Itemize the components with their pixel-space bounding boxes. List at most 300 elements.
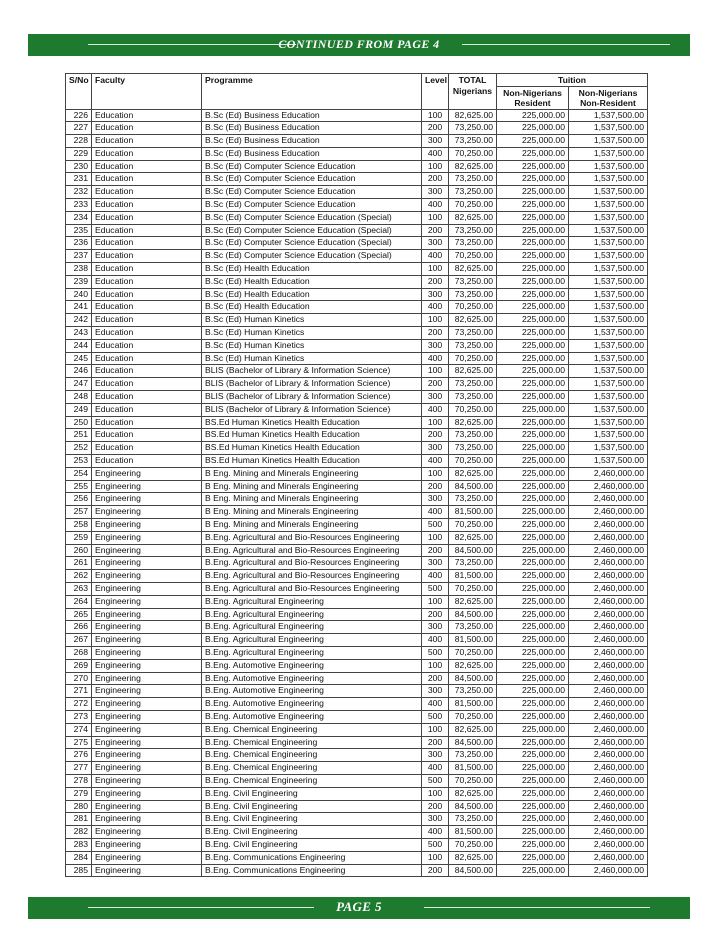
cell-faculty: Engineering (92, 774, 202, 787)
cell-resident: 225,000.00 (497, 659, 569, 672)
cell-level: 500 (422, 582, 449, 595)
cell-resident: 225,000.00 (497, 314, 569, 327)
cell-sno: 257 (66, 506, 92, 519)
cell-programme: B.Eng. Agricultural Engineering (202, 621, 422, 634)
cell-faculty: Education (92, 442, 202, 455)
cell-sno: 263 (66, 582, 92, 595)
cell-faculty: Engineering (92, 710, 202, 723)
cell-resident: 225,000.00 (497, 186, 569, 199)
cell-total: 81,500.00 (449, 634, 497, 647)
cell-total: 73,250.00 (449, 557, 497, 570)
cell-level: 100 (422, 160, 449, 173)
cell-resident: 225,000.00 (497, 685, 569, 698)
cell-level: 400 (422, 762, 449, 775)
cell-resident: 225,000.00 (497, 199, 569, 212)
table-row (66, 403, 648, 416)
banner-rule-right (462, 44, 670, 45)
cell-level: 300 (422, 288, 449, 301)
table-row (66, 608, 648, 621)
cell-faculty: Engineering (92, 480, 202, 493)
cell-level: 300 (422, 135, 449, 148)
cell-total: 82,625.00 (449, 109, 497, 122)
cell-nonresident: 2,460,000.00 (569, 544, 648, 557)
cell-level: 500 (422, 519, 449, 532)
table-row (66, 135, 648, 148)
table-row (66, 314, 648, 327)
cell-total: 73,250.00 (449, 237, 497, 250)
cell-level: 500 (422, 646, 449, 659)
cell-faculty: Engineering (92, 608, 202, 621)
cell-faculty: Engineering (92, 864, 202, 877)
cell-sno: 242 (66, 314, 92, 327)
cell-faculty: Education (92, 314, 202, 327)
cell-total: 73,250.00 (449, 224, 497, 237)
cell-nonresident: 1,537,500.00 (569, 186, 648, 199)
cell-total: 82,625.00 (449, 595, 497, 608)
cell-programme: B.Eng. Agricultural and Bio-Resources Engineering (202, 570, 422, 583)
cell-level: 100 (422, 723, 449, 736)
fees-table (65, 73, 648, 877)
cell-total: 70,250.00 (449, 455, 497, 468)
cell-total: 73,250.00 (449, 749, 497, 762)
cell-total: 70,250.00 (449, 838, 497, 851)
cell-total: 70,250.00 (449, 352, 497, 365)
cell-nonresident: 2,460,000.00 (569, 723, 648, 736)
cell-faculty: Education (92, 275, 202, 288)
cell-resident: 225,000.00 (497, 327, 569, 340)
cell-total: 70,250.00 (449, 199, 497, 212)
cell-programme: BLIS (Bachelor of Library & Information Science) (202, 378, 422, 391)
cell-nonresident: 1,537,500.00 (569, 224, 648, 237)
cell-nonresident: 1,537,500.00 (569, 455, 648, 468)
cell-programme: B.Sc (Ed) Computer Science Education (202, 173, 422, 186)
table-row (66, 762, 648, 775)
cell-total: 70,250.00 (449, 147, 497, 160)
cell-faculty: Engineering (92, 595, 202, 608)
cell-programme: B.Eng. Automotive Engineering (202, 685, 422, 698)
table-row (66, 442, 648, 455)
cell-programme: B.Eng. Agricultural and Bio-Resources Engineering (202, 557, 422, 570)
cell-level: 300 (422, 813, 449, 826)
cell-resident: 225,000.00 (497, 672, 569, 685)
cell-nonresident: 2,460,000.00 (569, 787, 648, 800)
table-row (66, 173, 648, 186)
cell-resident: 225,000.00 (497, 455, 569, 468)
table-row (66, 826, 648, 839)
table-row (66, 595, 648, 608)
table-row (66, 672, 648, 685)
cell-faculty: Engineering (92, 698, 202, 711)
table-row (66, 327, 648, 340)
cell-level: 400 (422, 250, 449, 263)
cell-sno: 274 (66, 723, 92, 736)
fees-table-body (66, 109, 648, 877)
cell-level: 300 (422, 186, 449, 199)
table-row (66, 339, 648, 352)
cell-level: 300 (422, 493, 449, 506)
cell-total: 73,250.00 (449, 378, 497, 391)
cell-faculty: Engineering (92, 557, 202, 570)
cell-resident: 225,000.00 (497, 582, 569, 595)
cell-sno: 240 (66, 288, 92, 301)
cell-sno: 270 (66, 672, 92, 685)
cell-level: 400 (422, 301, 449, 314)
cell-sno: 246 (66, 365, 92, 378)
cell-resident: 225,000.00 (497, 531, 569, 544)
cell-resident: 225,000.00 (497, 263, 569, 276)
cell-level: 400 (422, 826, 449, 839)
cell-resident: 225,000.00 (497, 826, 569, 839)
cell-faculty: Education (92, 109, 202, 122)
cell-sno: 229 (66, 147, 92, 160)
cell-level: 300 (422, 557, 449, 570)
cell-sno: 230 (66, 160, 92, 173)
cell-programme: B.Sc (Ed) Health Education (202, 288, 422, 301)
cell-resident: 225,000.00 (497, 288, 569, 301)
cell-nonresident: 1,537,500.00 (569, 109, 648, 122)
cell-programme: BS.Ed Human Kinetics Health Education (202, 429, 422, 442)
cell-programme: B.Eng. Agricultural Engineering (202, 634, 422, 647)
continued-banner (28, 34, 690, 56)
cell-faculty: Education (92, 429, 202, 442)
table-row (66, 391, 648, 404)
cell-total: 82,625.00 (449, 787, 497, 800)
cell-faculty: Engineering (92, 826, 202, 839)
cell-faculty: Engineering (92, 519, 202, 532)
cell-nonresident: 1,537,500.00 (569, 288, 648, 301)
cell-total: 73,250.00 (449, 327, 497, 340)
cell-level: 100 (422, 659, 449, 672)
cell-total: 81,500.00 (449, 570, 497, 583)
cell-level: 400 (422, 199, 449, 212)
cell-faculty: Education (92, 301, 202, 314)
cell-faculty: Education (92, 160, 202, 173)
cell-faculty: Education (92, 416, 202, 429)
table-row (66, 211, 648, 224)
cell-resident: 225,000.00 (497, 173, 569, 186)
cell-level: 300 (422, 237, 449, 250)
cell-sno: 226 (66, 109, 92, 122)
cell-programme: BLIS (Bachelor of Library & Information Science) (202, 403, 422, 416)
cell-level: 200 (422, 736, 449, 749)
cell-programme: B.Sc (Ed) Computer Science Education (Special) (202, 224, 422, 237)
cell-nonresident: 1,537,500.00 (569, 147, 648, 160)
cell-total: 81,500.00 (449, 826, 497, 839)
page-number: PAGE 5 (336, 899, 382, 914)
cell-level: 400 (422, 634, 449, 647)
cell-faculty: Education (92, 135, 202, 148)
cell-resident: 225,000.00 (497, 787, 569, 800)
cell-programme: B.Eng. Chemical Engineering (202, 723, 422, 736)
cell-resident: 225,000.00 (497, 135, 569, 148)
cell-nonresident: 2,460,000.00 (569, 774, 648, 787)
col-header-sno: S/No (66, 74, 92, 110)
cell-total: 84,500.00 (449, 800, 497, 813)
cell-level: 200 (422, 429, 449, 442)
cell-level: 500 (422, 774, 449, 787)
cell-nonresident: 2,460,000.00 (569, 570, 648, 583)
table-row (66, 160, 648, 173)
cell-sno: 252 (66, 442, 92, 455)
cell-programme: B.Sc (Ed) Business Education (202, 122, 422, 135)
cell-total: 84,500.00 (449, 480, 497, 493)
col-header-total-label: TOTAL (458, 75, 487, 85)
cell-faculty: Education (92, 237, 202, 250)
cell-nonresident: 2,460,000.00 (569, 621, 648, 634)
table-row (66, 749, 648, 762)
cell-nonresident: 2,460,000.00 (569, 749, 648, 762)
cell-sno: 267 (66, 634, 92, 647)
cell-resident: 225,000.00 (497, 480, 569, 493)
cell-nonresident: 1,537,500.00 (569, 327, 648, 340)
table-row (66, 774, 648, 787)
cell-sno: 261 (66, 557, 92, 570)
cell-programme: BLIS (Bachelor of Library & Information Science) (202, 365, 422, 378)
cell-sno: 268 (66, 646, 92, 659)
cell-resident: 225,000.00 (497, 442, 569, 455)
cell-faculty: Education (92, 263, 202, 276)
table-row (66, 813, 648, 826)
table-row (66, 646, 648, 659)
cell-programme: B.Eng. Communications Engineering (202, 851, 422, 864)
cell-total: 81,500.00 (449, 698, 497, 711)
cell-sno: 233 (66, 199, 92, 212)
cell-resident: 225,000.00 (497, 634, 569, 647)
cell-resident: 225,000.00 (497, 813, 569, 826)
table-row (66, 429, 648, 442)
cell-programme: B.Eng. Chemical Engineering (202, 762, 422, 775)
cell-nonresident: 1,537,500.00 (569, 173, 648, 186)
cell-sno: 282 (66, 826, 92, 839)
cell-level: 200 (422, 864, 449, 877)
cell-sno: 266 (66, 621, 92, 634)
cell-total: 70,250.00 (449, 774, 497, 787)
cell-sno: 236 (66, 237, 92, 250)
cell-programme: B.Eng. Chemical Engineering (202, 749, 422, 762)
col-header-tuition: Tuition (497, 74, 648, 87)
cell-total: 70,250.00 (449, 519, 497, 532)
cell-total: 82,625.00 (449, 467, 497, 480)
table-row (66, 838, 648, 851)
cell-level: 200 (422, 275, 449, 288)
cell-programme: B Eng. Mining and Minerals Engineering (202, 506, 422, 519)
cell-nonresident: 2,460,000.00 (569, 582, 648, 595)
cell-level: 200 (422, 608, 449, 621)
cell-sno: 258 (66, 519, 92, 532)
cell-nonresident: 2,460,000.00 (569, 531, 648, 544)
cell-sno: 232 (66, 186, 92, 199)
cell-faculty: Engineering (92, 621, 202, 634)
cell-resident: 225,000.00 (497, 224, 569, 237)
col-header-total (449, 74, 497, 110)
cell-resident: 225,000.00 (497, 557, 569, 570)
cell-level: 200 (422, 327, 449, 340)
cell-resident: 225,000.00 (497, 570, 569, 583)
cell-sno: 272 (66, 698, 92, 711)
cell-sno: 253 (66, 455, 92, 468)
cell-programme: B.Eng. Civil Engineering (202, 813, 422, 826)
cell-level: 100 (422, 787, 449, 800)
cell-total: 73,250.00 (449, 813, 497, 826)
cell-total: 84,500.00 (449, 864, 497, 877)
cell-sno: 244 (66, 339, 92, 352)
cell-sno: 260 (66, 544, 92, 557)
cell-resident: 225,000.00 (497, 608, 569, 621)
cell-programme: B.Sc (Ed) Business Education (202, 147, 422, 160)
cell-sno: 227 (66, 122, 92, 135)
cell-resident: 225,000.00 (497, 429, 569, 442)
cell-programme: B Eng. Mining and Minerals Engineering (202, 480, 422, 493)
cell-total: 73,250.00 (449, 493, 497, 506)
cell-nonresident: 2,460,000.00 (569, 826, 648, 839)
table-row (66, 493, 648, 506)
cell-sno: 255 (66, 480, 92, 493)
cell-programme: B.Eng. Communications Engineering (202, 864, 422, 877)
cell-programme: BLIS (Bachelor of Library & Information Science) (202, 391, 422, 404)
cell-resident: 225,000.00 (497, 378, 569, 391)
cell-level: 100 (422, 531, 449, 544)
table-row (66, 710, 648, 723)
cell-faculty: Education (92, 250, 202, 263)
cell-faculty: Engineering (92, 838, 202, 851)
table-row (66, 122, 648, 135)
cell-resident: 225,000.00 (497, 147, 569, 160)
cell-nonresident: 1,537,500.00 (569, 135, 648, 148)
cell-resident: 225,000.00 (497, 800, 569, 813)
cell-programme: B.Sc (Ed) Health Education (202, 275, 422, 288)
cell-resident: 225,000.00 (497, 762, 569, 775)
cell-faculty: Engineering (92, 736, 202, 749)
cell-nonresident: 2,460,000.00 (569, 493, 648, 506)
cell-sno: 277 (66, 762, 92, 775)
cell-total: 82,625.00 (449, 160, 497, 173)
cell-faculty: Education (92, 122, 202, 135)
cell-sno: 280 (66, 800, 92, 813)
table-row (66, 147, 648, 160)
cell-resident: 225,000.00 (497, 774, 569, 787)
cell-resident: 225,000.00 (497, 301, 569, 314)
cell-faculty: Education (92, 339, 202, 352)
cell-programme: B.Sc (Ed) Computer Science Education (Special) (202, 237, 422, 250)
cell-total: 73,250.00 (449, 135, 497, 148)
cell-sno: 275 (66, 736, 92, 749)
cell-sno: 265 (66, 608, 92, 621)
table-row (66, 480, 648, 493)
col-header-faculty: Faculty (92, 74, 202, 110)
table-row (66, 237, 648, 250)
cell-nonresident: 1,537,500.00 (569, 250, 648, 263)
cell-sno: 269 (66, 659, 92, 672)
cell-nonresident: 2,460,000.00 (569, 634, 648, 647)
table-row (66, 659, 648, 672)
cell-resident: 225,000.00 (497, 160, 569, 173)
cell-level: 400 (422, 352, 449, 365)
cell-programme: B.Sc (Ed) Health Education (202, 301, 422, 314)
cell-total: 82,625.00 (449, 365, 497, 378)
cell-total: 82,625.00 (449, 851, 497, 864)
cell-nonresident: 1,537,500.00 (569, 352, 648, 365)
cell-sno: 248 (66, 391, 92, 404)
cell-faculty: Education (92, 365, 202, 378)
table-row (66, 685, 648, 698)
cell-level: 500 (422, 838, 449, 851)
cell-faculty: Education (92, 186, 202, 199)
cell-sno: 262 (66, 570, 92, 583)
cell-total: 73,250.00 (449, 621, 497, 634)
cell-faculty: Education (92, 199, 202, 212)
cell-faculty: Engineering (92, 646, 202, 659)
cell-nonresident: 1,537,500.00 (569, 403, 648, 416)
cell-level: 400 (422, 698, 449, 711)
cell-faculty: Engineering (92, 787, 202, 800)
cell-programme: B.Sc (Ed) Computer Science Education (Special) (202, 211, 422, 224)
cell-faculty: Education (92, 211, 202, 224)
cell-programme: B.Eng. Agricultural and Bio-Resources Engineering (202, 544, 422, 557)
cell-nonresident: 2,460,000.00 (569, 557, 648, 570)
cell-faculty: Education (92, 403, 202, 416)
col-header-nonresident: Non-Nigerians Non-Resident (569, 86, 648, 109)
cell-faculty: Education (92, 391, 202, 404)
cell-sno: 278 (66, 774, 92, 787)
cell-programme: B.Sc (Ed) Computer Science Education (202, 186, 422, 199)
cell-resident: 225,000.00 (497, 736, 569, 749)
table-row (66, 557, 648, 570)
cell-total: 73,250.00 (449, 173, 497, 186)
table-row (66, 851, 648, 864)
cell-faculty: Engineering (92, 749, 202, 762)
cell-total: 73,250.00 (449, 275, 497, 288)
cell-programme: B.Eng. Civil Engineering (202, 826, 422, 839)
cell-level: 200 (422, 122, 449, 135)
cell-programme: B Eng. Mining and Minerals Engineering (202, 519, 422, 532)
cell-programme: B.Eng. Agricultural and Bio-Resources Engineering (202, 531, 422, 544)
cell-total: 73,250.00 (449, 122, 497, 135)
cell-programme: B.Eng. Automotive Engineering (202, 672, 422, 685)
cell-level: 400 (422, 570, 449, 583)
cell-level: 200 (422, 378, 449, 391)
cell-level: 200 (422, 544, 449, 557)
cell-total: 84,500.00 (449, 736, 497, 749)
cell-level: 100 (422, 314, 449, 327)
cell-resident: 225,000.00 (497, 391, 569, 404)
cell-nonresident: 2,460,000.00 (569, 762, 648, 775)
cell-total: 73,250.00 (449, 288, 497, 301)
cell-programme: B.Eng. Agricultural Engineering (202, 608, 422, 621)
cell-total: 73,250.00 (449, 429, 497, 442)
table-row (66, 455, 648, 468)
cell-level: 200 (422, 224, 449, 237)
cell-level: 100 (422, 263, 449, 276)
cell-resident: 225,000.00 (497, 109, 569, 122)
cell-programme: B.Eng. Civil Engineering (202, 787, 422, 800)
cell-level: 100 (422, 467, 449, 480)
cell-nonresident: 1,537,500.00 (569, 416, 648, 429)
cell-faculty: Education (92, 288, 202, 301)
cell-programme: B.Eng. Automotive Engineering (202, 698, 422, 711)
cell-total: 70,250.00 (449, 403, 497, 416)
cell-programme: B.Eng. Automotive Engineering (202, 710, 422, 723)
cell-total: 82,625.00 (449, 314, 497, 327)
cell-faculty: Education (92, 378, 202, 391)
cell-programme: B.Eng. Automotive Engineering (202, 659, 422, 672)
cell-resident: 225,000.00 (497, 723, 569, 736)
cell-nonresident: 1,537,500.00 (569, 237, 648, 250)
cell-faculty: Education (92, 455, 202, 468)
cell-resident: 225,000.00 (497, 250, 569, 263)
cell-sno: 271 (66, 685, 92, 698)
cell-level: 100 (422, 416, 449, 429)
cell-nonresident: 2,460,000.00 (569, 659, 648, 672)
